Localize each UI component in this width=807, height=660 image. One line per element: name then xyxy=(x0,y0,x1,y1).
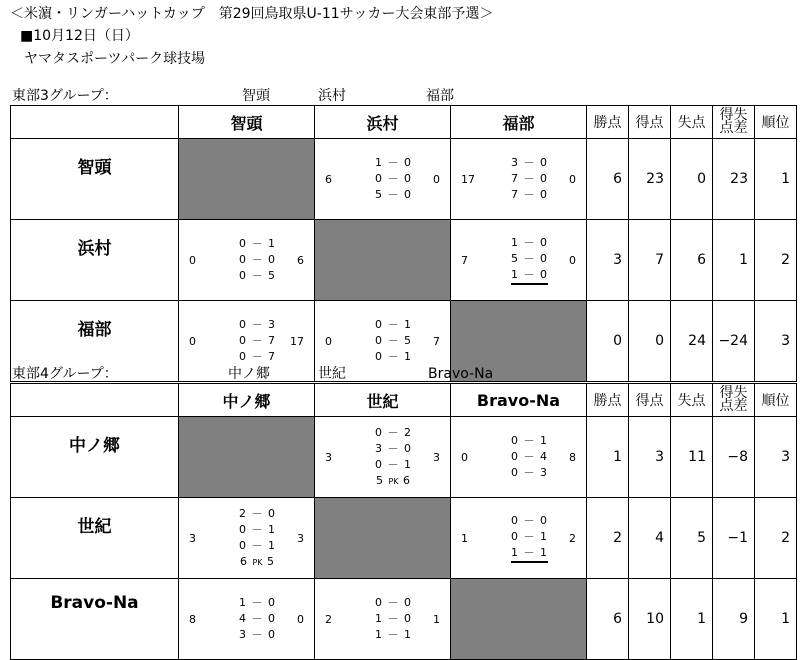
game-score: 1 － 0 xyxy=(239,596,276,609)
total-score-right: 0 xyxy=(297,613,304,626)
penalty-kick-score xyxy=(376,473,411,489)
group-3-team-2: 浜村 xyxy=(318,88,346,104)
match-result xyxy=(179,227,314,293)
total-score-right: 0 xyxy=(433,173,440,186)
total-score-right: 7 xyxy=(433,335,440,348)
stat-header: 順位 xyxy=(755,384,797,417)
game-scores xyxy=(495,505,564,571)
stat-header-goal-diff xyxy=(713,106,755,139)
self-match-cell xyxy=(315,220,451,301)
stat-header-line: 点差 xyxy=(719,398,748,414)
game-scores xyxy=(495,227,564,293)
self-match-cell xyxy=(315,498,451,579)
stat-value: 2 xyxy=(587,498,629,579)
row-team-name: 智頭 xyxy=(11,139,179,220)
group-3-team-3: 福部 xyxy=(426,88,454,104)
stat-value: 1 xyxy=(713,220,755,301)
table-header-row xyxy=(11,106,797,139)
match-result-cell xyxy=(179,498,315,579)
match-result xyxy=(179,586,314,652)
penalty-kick-score xyxy=(240,554,275,570)
table-row xyxy=(11,139,797,220)
total-score-left: 0 xyxy=(189,335,196,348)
total-score-left: 2 xyxy=(325,613,332,626)
stat-header: 得点 xyxy=(629,384,671,417)
game-score: 1 － 0 xyxy=(511,236,548,249)
game-score: 1 － 0 xyxy=(375,612,412,625)
stat-value: −1 xyxy=(713,498,755,579)
match-result xyxy=(179,505,314,571)
row-team-name: 世紀 xyxy=(11,498,179,579)
stat-header-line: 得失 xyxy=(719,107,748,123)
stat-value: 0 xyxy=(671,139,713,220)
game-score: 0 － 1 xyxy=(239,237,276,250)
game-score: 0 － 3 xyxy=(239,318,276,331)
table-row xyxy=(11,301,797,382)
corner-cell xyxy=(11,106,179,139)
stat-value: 1 xyxy=(755,579,797,660)
stat-header: 勝点 xyxy=(587,106,629,139)
total-score-right: 3 xyxy=(433,451,440,464)
game-scores xyxy=(359,586,428,652)
match-result-cell xyxy=(315,417,451,498)
stat-value: 11 xyxy=(671,417,713,498)
game-score: 0 － 0 xyxy=(511,514,548,527)
match-result xyxy=(451,227,586,293)
match-result-cell xyxy=(451,417,587,498)
game-score: 0 － 1 xyxy=(375,318,412,331)
total-score-left: 1 xyxy=(461,532,468,545)
match-result-cell xyxy=(179,579,315,660)
game-score: 0 － 1 xyxy=(375,458,412,471)
venue: ヤマタスポーツパーク球技場 xyxy=(24,51,206,67)
pk-score-right: 6 xyxy=(403,474,412,487)
game-score: 0 － 0 xyxy=(375,596,412,609)
game-scores xyxy=(359,424,428,490)
stat-value: −8 xyxy=(713,417,755,498)
stat-value: 9 xyxy=(713,579,755,660)
pk-score-left: 5 xyxy=(375,474,384,487)
row-team-name: Bravo-Na xyxy=(11,579,179,660)
stat-value: 4 xyxy=(629,498,671,579)
game-score: 0 － 1 xyxy=(511,530,548,543)
stat-value: 3 xyxy=(587,220,629,301)
stat-header: 得点 xyxy=(629,106,671,139)
self-match-cell xyxy=(179,417,315,498)
match-result xyxy=(315,424,450,490)
stat-value: 23 xyxy=(629,139,671,220)
game-score: 7 － 0 xyxy=(511,172,548,185)
stat-header-goal-diff xyxy=(713,384,755,417)
column-team-name: Bravo-Na xyxy=(451,384,587,417)
total-score-right: 8 xyxy=(569,451,576,464)
match-result-cell xyxy=(315,579,451,660)
group-4-team-3: Bravo-Na xyxy=(428,366,494,382)
stat-value: 0 xyxy=(629,301,671,382)
stat-value: 3 xyxy=(755,301,797,382)
stat-value: 23 xyxy=(713,139,755,220)
corner-cell xyxy=(11,384,179,417)
stat-value: 2 xyxy=(755,498,797,579)
stat-value: 6 xyxy=(671,220,713,301)
match-result-cell xyxy=(451,220,587,301)
match-result xyxy=(451,146,586,212)
game-score: 5 － 0 xyxy=(375,188,412,201)
stat-header-line: 得失 xyxy=(719,385,748,401)
game-score: 0 － 3 xyxy=(511,466,548,479)
game-score: 4 － 0 xyxy=(239,612,276,625)
game-scores xyxy=(223,227,292,293)
game-score: 3 － 0 xyxy=(375,442,412,455)
group-3-table xyxy=(10,105,797,382)
pk-label: PK xyxy=(252,558,263,567)
total-score-left: 3 xyxy=(325,451,332,464)
stat-header-line: 点差 xyxy=(719,120,748,136)
game-score: 0 － 0 xyxy=(375,172,412,185)
column-team-name: 浜村 xyxy=(315,106,451,139)
game-score: 1 － 1 xyxy=(511,545,548,563)
game-score: 0 － 1 xyxy=(375,350,412,363)
stat-value: −24 xyxy=(713,301,755,382)
game-score: 0 － 0 xyxy=(239,253,276,266)
match-result xyxy=(451,505,586,571)
game-score: 0 － 1 xyxy=(239,539,276,552)
stat-value: 3 xyxy=(629,417,671,498)
stat-value: 1 xyxy=(671,579,713,660)
table-row xyxy=(11,220,797,301)
game-score: 0 － 7 xyxy=(239,334,276,347)
stat-value: 1 xyxy=(755,139,797,220)
total-score-left: 8 xyxy=(189,613,196,626)
stat-value: 6 xyxy=(587,139,629,220)
game-score: 3 － 0 xyxy=(511,156,548,169)
game-scores xyxy=(223,308,292,374)
self-match-cell xyxy=(451,579,587,660)
game-score: 0 － 5 xyxy=(375,334,412,347)
game-score: 2 － 0 xyxy=(239,507,276,520)
group-4-team-1: 中ノ郷 xyxy=(228,366,270,382)
row-team-name: 福部 xyxy=(11,301,179,382)
stat-value: 10 xyxy=(629,579,671,660)
total-score-right: 1 xyxy=(433,613,440,626)
column-team-name: 中ノ郷 xyxy=(179,384,315,417)
total-score-right: 0 xyxy=(569,173,576,186)
match-result-cell xyxy=(315,139,451,220)
game-score: 7 － 0 xyxy=(511,188,548,201)
stat-value: 2 xyxy=(755,220,797,301)
game-score: 0 － 7 xyxy=(239,350,276,363)
game-scores xyxy=(495,146,564,212)
game-score: 1 － 1 xyxy=(375,628,412,641)
game-scores xyxy=(495,424,564,490)
column-team-name: 智頭 xyxy=(179,106,315,139)
pk-score-left: 6 xyxy=(239,555,248,568)
group-4-team-2: 世紀 xyxy=(318,366,346,382)
group-4-label: 東部4グループ： xyxy=(12,366,118,382)
game-scores xyxy=(359,146,428,212)
game-scores xyxy=(223,505,292,571)
table-row xyxy=(11,579,797,660)
stat-value: 5 xyxy=(671,498,713,579)
stat-value: 3 xyxy=(755,417,797,498)
match-result-cell xyxy=(451,498,587,579)
stat-header: 失点 xyxy=(671,384,713,417)
total-score-right: 3 xyxy=(297,532,304,545)
total-score-left: 0 xyxy=(461,451,468,464)
stat-value: 24 xyxy=(671,301,713,382)
game-score: 0 － 2 xyxy=(375,426,412,439)
total-score-left: 17 xyxy=(461,173,475,186)
game-score: 3 － 0 xyxy=(239,628,276,641)
table-row xyxy=(11,498,797,579)
row-team-name: 中ノ郷 xyxy=(11,417,179,498)
stat-header: 失点 xyxy=(671,106,713,139)
self-match-cell xyxy=(179,139,315,220)
total-score-left: 0 xyxy=(325,335,332,348)
game-score: 0 － 4 xyxy=(511,450,548,463)
match-result-cell xyxy=(451,139,587,220)
match-result xyxy=(179,308,314,374)
match-result xyxy=(315,586,450,652)
pk-score-right: 5 xyxy=(267,555,276,568)
total-score-left: 3 xyxy=(189,532,196,545)
page-title: ＜米濵・リンガーハットカップ 第29回鳥取県U-11サッカー大会東部予選＞ xyxy=(10,6,494,22)
column-team-name: 世紀 xyxy=(315,384,451,417)
game-scores xyxy=(223,586,292,652)
group-3-label: 東部3グループ： xyxy=(12,88,118,104)
game-score: 0 － 5 xyxy=(239,269,276,282)
total-score-left: 0 xyxy=(189,254,196,267)
stat-value: 6 xyxy=(587,579,629,660)
total-score-right: 0 xyxy=(569,254,576,267)
stat-value: 7 xyxy=(629,220,671,301)
total-score-right: 6 xyxy=(297,254,304,267)
match-result-cell xyxy=(179,220,315,301)
total-score-right: 2 xyxy=(569,532,576,545)
total-score-left: 7 xyxy=(461,254,468,267)
game-score: 0 － 1 xyxy=(511,434,548,447)
stat-value: 0 xyxy=(587,301,629,382)
game-scores xyxy=(359,308,428,374)
game-score: 0 － 1 xyxy=(239,523,276,536)
table-header-row xyxy=(11,384,797,417)
match-result xyxy=(315,146,450,212)
total-score-right: 17 xyxy=(290,335,304,348)
total-score-left: 6 xyxy=(325,173,332,186)
game-score: 1 － 0 xyxy=(511,267,548,285)
column-team-name: 福部 xyxy=(451,106,587,139)
row-team-name: 浜村 xyxy=(11,220,179,301)
pk-label: PK xyxy=(388,477,399,486)
group-4-table xyxy=(10,383,797,660)
game-score: 1 － 0 xyxy=(375,156,412,169)
stat-header: 順位 xyxy=(755,106,797,139)
table-row xyxy=(11,417,797,498)
stat-value: 1 xyxy=(587,417,629,498)
stat-header: 勝点 xyxy=(587,384,629,417)
match-date: ■10月12日（日） xyxy=(20,28,139,44)
game-score: 5 － 0 xyxy=(511,252,548,265)
match-result xyxy=(451,424,586,490)
match-result xyxy=(315,308,450,374)
group-3-team-1: 智頭 xyxy=(242,88,270,104)
